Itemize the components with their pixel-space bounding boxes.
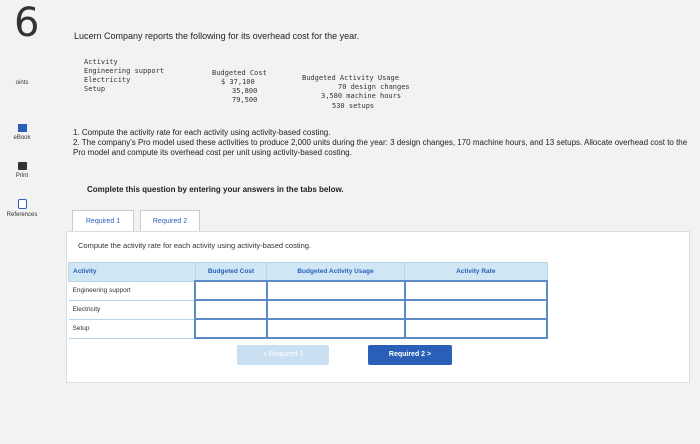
col-budgeted-cost: Budgeted Cost [195,263,266,282]
row-activity: Engineering support [84,67,165,75]
header-activity: Activity [84,58,118,66]
cost-input[interactable] [195,300,266,319]
rate-input[interactable] [405,281,547,300]
row-cost: $ 37,100 [221,78,255,86]
sidebar-item-references[interactable] [0,199,44,218]
row-usage: 70 design changes [338,83,410,91]
usage-input[interactable] [267,319,405,338]
tab-required-2[interactable]: Required 2 [140,210,200,234]
question-number: 6 [14,0,40,46]
next-required-button[interactable]: Required 2 > [368,345,452,365]
intro-text: Lucern Company reports the following for its overhead cost for the year. [74,31,360,41]
points-label: oints [15,80,29,86]
table-row [69,300,548,319]
table-row [69,281,548,300]
rate-input[interactable] [405,319,547,338]
table-row [69,319,548,338]
row-cost: 35,800 [232,87,258,95]
question-2: 2. The company's Pro model used these activities to produce 2,000 units during the year: 3 design changes, 170 machine hours, and 13 setups. Allocate overhead cost to the Pro model and compute its overhead cost per unit using activity-based costing. [73,138,688,157]
row-label: Engineering support [69,281,196,300]
usage-input[interactable] [267,300,405,319]
cost-input[interactable] [195,319,266,338]
cost-input[interactable] [195,281,266,300]
col-activity: Activity [69,263,196,282]
sidebar-item-label: Print [15,173,29,179]
col-activity-rate: Activity Rate [405,263,547,282]
sidebar-points [0,80,44,86]
sidebar-item-label: References [6,212,38,218]
usage-input[interactable] [267,281,405,300]
row-usage: 530 setups [332,102,375,110]
instruction-text: Complete this question by entering your answers in the tabs below. [87,185,344,194]
references-icon [18,199,27,209]
prev-required-button[interactable]: < Required 1 [237,345,329,365]
row-label: Setup [69,319,196,338]
row-activity: Setup [84,85,106,93]
answer-table [68,262,548,339]
col-budgeted-usage: Budgeted Activity Usage [267,263,405,282]
compute-instruction: Compute the activity rate for each activity using activity-based costing. [78,241,312,250]
row-activity: Electricity [84,76,131,84]
row-label: Electricity [69,300,196,319]
header-budgeted-usage: Budgeted Activity Usage [302,74,399,82]
sidebar-item-print[interactable] [0,162,44,179]
header-budgeted-cost: Budgeted Cost [212,69,267,77]
question-text [73,128,693,158]
sidebar-item-ebook[interactable] [0,124,44,141]
printer-icon [18,162,27,170]
row-usage: 3,580 machine hours [321,92,402,100]
tab-required-1[interactable]: Required 1 [72,210,134,233]
rate-input[interactable] [405,300,547,319]
row-cost: 79,500 [232,96,258,104]
book-icon [18,124,27,132]
sidebar-item-label: eBook [13,135,31,141]
question-1: 1. Compute the activity rate for each activity using activity-based costing. [73,128,331,137]
